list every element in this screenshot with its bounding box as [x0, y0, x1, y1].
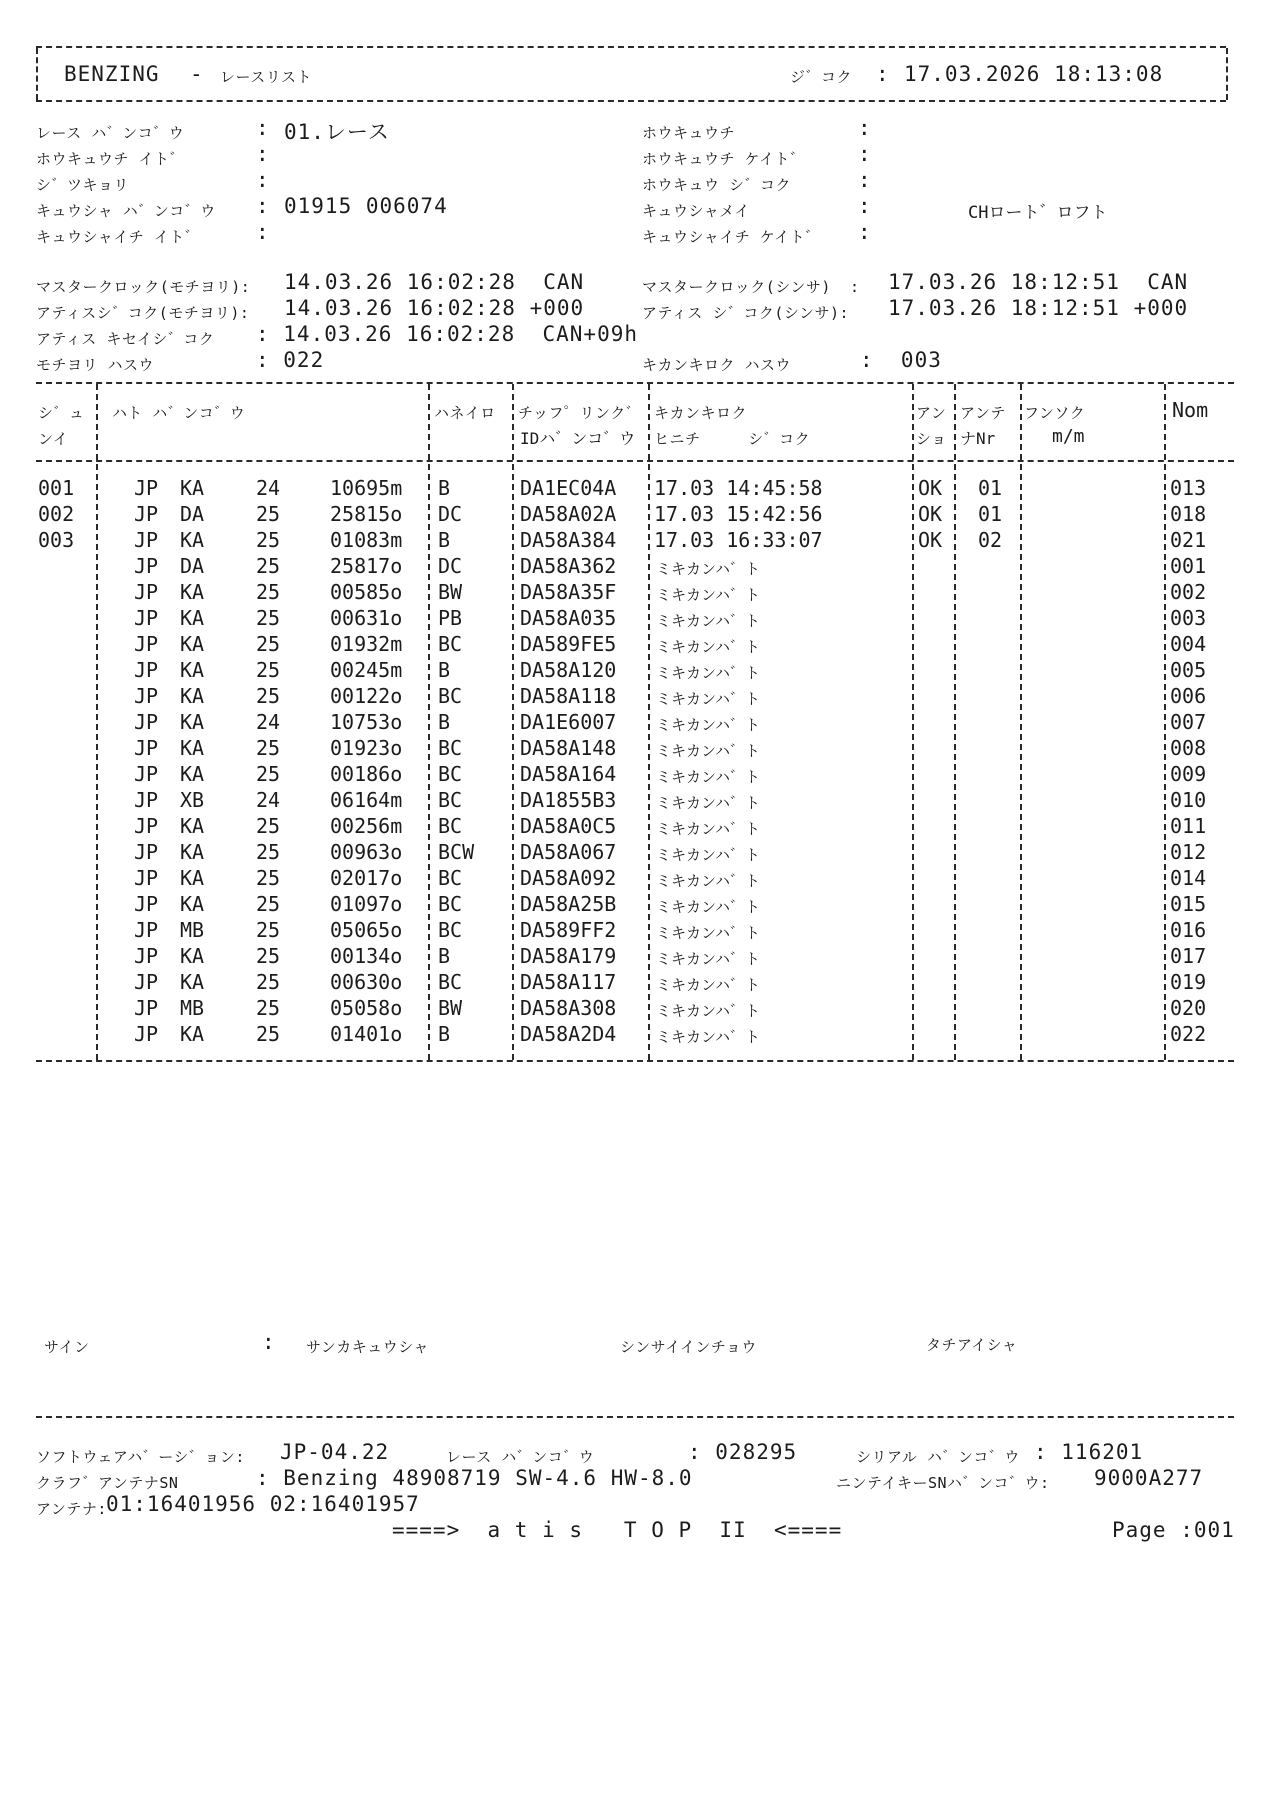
pigeon-number-cell: 05058o: [330, 996, 403, 1020]
antenna-number-cell: 02: [978, 528, 1003, 552]
chip-id-cell: DA58A02A: [520, 502, 617, 526]
header-top-rule: [36, 46, 1226, 48]
pigeon-number-cell: 25815o: [330, 502, 403, 526]
sign-label: サイン: [44, 1338, 90, 1356]
pigeon-number-cell: 06164m: [330, 788, 403, 812]
header-an-line2: ショ: [916, 430, 947, 448]
feather-color-cell: BC: [438, 762, 463, 786]
header-right-rule: [1226, 48, 1228, 100]
serial-number-label: シリアル ハ゛ンコ゛ウ: [856, 1448, 1020, 1466]
info-right-colon: :: [858, 194, 872, 218]
record-time-cell: ミキカンハ゛ト: [656, 742, 760, 760]
clock-row2-left-label: アティスシ゛コク(モチヨリ):: [36, 304, 250, 322]
feather-color-cell: BC: [438, 866, 463, 890]
chip-id-cell: DA58A067: [520, 840, 617, 864]
region-cell: KA: [180, 814, 205, 838]
year-cell: 25: [256, 918, 281, 942]
chip-id-cell: DA58A0C5: [520, 814, 617, 838]
header-speed-line1: フンソク: [1024, 404, 1086, 422]
chip-id-cell: DA1EC04A: [520, 476, 617, 500]
region-cell: KA: [180, 866, 205, 890]
clock-row1-left-label: マスタークロック(モチヨリ):: [36, 278, 251, 296]
check-status-cell: OK: [918, 476, 943, 500]
region-cell: KA: [180, 684, 205, 708]
record-time-cell: ミキカンハ゛ト: [656, 586, 760, 604]
clock-row2-left-value: 14.03.26 16:02:28 +000: [284, 296, 585, 320]
serial-number-value: : 116201: [1034, 1440, 1144, 1464]
info-left-label: シ゛ツキョリ: [36, 176, 130, 194]
record-time-cell: 17.03 16:33:07: [654, 528, 823, 552]
nomination-cell: 019: [1170, 970, 1207, 994]
pigeon-number-cell: 00256m: [330, 814, 403, 838]
header-bottom-rule: [36, 100, 1226, 102]
clock-row4-right-label: キカンキロク ハスウ: [642, 356, 792, 374]
record-time-cell: 17.03 14:45:58: [654, 476, 823, 500]
info-right-colon: :: [858, 168, 872, 192]
chip-id-cell: DA1E6007: [520, 710, 617, 734]
antenna-number-cell: 01: [978, 502, 1003, 526]
check-status-cell: OK: [918, 528, 943, 552]
footer-rule: [36, 1416, 1234, 1418]
header-speed-line2: m/m: [1052, 426, 1085, 447]
year-cell: 25: [256, 528, 281, 552]
rank-cell: 002: [38, 502, 75, 526]
header-nom: Nom: [1172, 398, 1209, 422]
country-cell: JP: [134, 580, 159, 604]
software-version-label: ソフトウェアハ゛ーシ゛ョン:: [36, 1448, 245, 1466]
info-left-value: 01915 006074: [284, 194, 448, 218]
feather-color-cell: PB: [438, 606, 463, 630]
pigeon-number-cell: 25817o: [330, 554, 403, 578]
year-cell: 25: [256, 944, 281, 968]
region-cell: KA: [180, 840, 205, 864]
clock-row4-left-label: モチヨリ ハスウ: [36, 356, 155, 374]
region-cell: MB: [180, 918, 205, 942]
header-rank-line1: シ゛ュ: [38, 404, 85, 422]
table-column-rule: [1164, 384, 1166, 1060]
country-cell: JP: [134, 788, 159, 812]
region-cell: KA: [180, 476, 205, 500]
region-cell: KA: [180, 528, 205, 552]
info-right-label: ホウキュウ シ゛コク: [642, 176, 792, 194]
record-time-cell: ミキカンハ゛ト: [656, 560, 760, 578]
record-time-cell: ミキカンハ゛ト: [656, 664, 760, 682]
pigeon-number-cell: 01923o: [330, 736, 403, 760]
header-record-line2: ヒニチ シ゛コク: [654, 430, 811, 448]
record-time-cell: ミキカンハ゛ト: [656, 924, 760, 942]
certification-key-value: 9000A277: [1094, 1466, 1204, 1490]
table-column-rule: [96, 384, 98, 1060]
nomination-cell: 017: [1170, 944, 1207, 968]
country-cell: JP: [134, 996, 159, 1020]
nomination-cell: 009: [1170, 762, 1207, 786]
pigeon-number-cell: 00631o: [330, 606, 403, 630]
table-top-rule: [36, 382, 1234, 384]
table-header-rule: [36, 460, 1234, 462]
info-right-label: ホウキュウチ: [642, 124, 736, 142]
country-cell: JP: [134, 632, 159, 656]
nomination-cell: 020: [1170, 996, 1207, 1020]
nomination-cell: 010: [1170, 788, 1207, 812]
page-number: Page :001: [1112, 1518, 1235, 1542]
sign-witness: タチアイシャ: [926, 1336, 1018, 1354]
feather-color-cell: B: [438, 658, 451, 682]
country-cell: JP: [134, 476, 159, 500]
nomination-cell: 021: [1170, 528, 1207, 552]
record-time-cell: ミキカンハ゛ト: [656, 898, 760, 916]
info-right-colon: :: [858, 116, 872, 140]
country-cell: JP: [134, 554, 159, 578]
pigeon-number-cell: 00585o: [330, 580, 403, 604]
country-cell: JP: [134, 840, 159, 864]
table-column-rule: [512, 384, 514, 1060]
region-cell: KA: [180, 944, 205, 968]
pigeon-number-cell: 01083m: [330, 528, 403, 552]
chip-id-cell: DA58A117: [520, 970, 617, 994]
antenna-number-cell: 01: [978, 476, 1003, 500]
info-right-colon: :: [858, 142, 872, 166]
country-cell: JP: [134, 658, 159, 682]
record-time-cell: ミキカンハ゛ト: [656, 872, 760, 890]
footer-banner: ====> a t i s T O P II <====: [392, 1518, 843, 1542]
pigeon-number-cell: 10753o: [330, 710, 403, 734]
info-left-colon: :: [256, 168, 270, 192]
chip-id-cell: DA1855B3: [520, 788, 617, 812]
year-cell: 25: [256, 840, 281, 864]
year-cell: 25: [256, 580, 281, 604]
feather-color-cell: BC: [438, 736, 463, 760]
year-cell: 25: [256, 684, 281, 708]
country-cell: JP: [134, 684, 159, 708]
nomination-cell: 004: [1170, 632, 1207, 656]
info-left-value: 01.レース: [284, 120, 390, 144]
record-time-cell: ミキカンハ゛ト: [656, 638, 760, 656]
feather-color-cell: B: [438, 944, 451, 968]
info-left-label: レース ハ゛ンコ゛ウ: [36, 124, 185, 142]
nomination-cell: 007: [1170, 710, 1207, 734]
nomination-cell: 012: [1170, 840, 1207, 864]
clock-row3-left-label: アティス キセイシ゛コク: [36, 330, 215, 348]
nomination-cell: 018: [1170, 502, 1207, 526]
chip-id-cell: DA58A362: [520, 554, 617, 578]
info-right-colon: :: [858, 220, 872, 244]
club-antenna-value: : Benzing 48908719 SW-4.6 HW-8.0: [256, 1466, 693, 1490]
chip-id-cell: DA58A35F: [520, 580, 617, 604]
chip-id-cell: DA58A179: [520, 944, 617, 968]
header-an-line1: アン: [916, 404, 947, 422]
record-time-cell: ミキカンハ゛ト: [656, 794, 760, 812]
print-time-colon: :: [876, 62, 890, 86]
region-cell: KA: [180, 658, 205, 682]
chip-id-cell: DA58A092: [520, 866, 617, 890]
header-feather-color: ハネイロ: [434, 404, 496, 422]
record-time-cell: ミキカンハ゛ト: [656, 846, 760, 864]
year-cell: 25: [256, 554, 281, 578]
table-column-rule: [1020, 384, 1022, 1060]
info-right-label: キュウシャイチ ケイト゛: [642, 228, 821, 246]
region-cell: XB: [180, 788, 205, 812]
year-cell: 24: [256, 788, 281, 812]
nomination-cell: 003: [1170, 606, 1207, 630]
country-cell: JP: [134, 736, 159, 760]
feather-color-cell: DC: [438, 554, 463, 578]
pigeon-number-cell: 02017o: [330, 866, 403, 890]
clock-row1-right-label: マスタークロック(シンサ) :: [642, 278, 860, 296]
info-right-label: ホウキュウチ ケイト゛: [642, 150, 806, 168]
pigeon-number-cell: 00134o: [330, 944, 403, 968]
pigeon-number-cell: 01932m: [330, 632, 403, 656]
feather-color-cell: B: [438, 1022, 451, 1046]
pigeon-number-cell: 00245m: [330, 658, 403, 682]
year-cell: 25: [256, 606, 281, 630]
clock-row2-right-value: 17.03.26 18:12:51 +000: [888, 296, 1189, 320]
clock-row4-right-value: : 003: [860, 348, 942, 372]
chip-id-cell: DA58A384: [520, 528, 617, 552]
header-antenna-line1: アンテ: [960, 404, 1006, 422]
pigeon-number-cell: 01401o: [330, 1022, 403, 1046]
header-record-line1: キカンキロク: [654, 404, 748, 422]
year-cell: 25: [256, 762, 281, 786]
chip-id-cell: DA58A035: [520, 606, 617, 630]
brand-name: BENZING: [64, 62, 160, 86]
year-cell: 25: [256, 996, 281, 1020]
year-cell: 25: [256, 736, 281, 760]
year-cell: 25: [256, 658, 281, 682]
record-time-cell: ミキカンハ゛ト: [656, 1002, 760, 1020]
nomination-cell: 005: [1170, 658, 1207, 682]
chip-id-cell: DA58A120: [520, 658, 617, 682]
info-right-value: CHロート゛ロフト: [968, 203, 1108, 223]
pigeon-number-cell: 01097o: [330, 892, 403, 916]
region-cell: KA: [180, 710, 205, 734]
record-time-cell: ミキカンハ゛ト: [656, 768, 760, 786]
region-cell: KA: [180, 606, 205, 630]
year-cell: 25: [256, 814, 281, 838]
record-time-cell: ミキカンハ゛ト: [656, 690, 760, 708]
nomination-cell: 022: [1170, 1022, 1207, 1046]
table-column-rule: [428, 384, 430, 1060]
country-cell: JP: [134, 892, 159, 916]
feather-color-cell: BW: [438, 996, 463, 1020]
rank-cell: 001: [38, 476, 75, 500]
year-cell: 25: [256, 632, 281, 656]
country-cell: JP: [134, 918, 159, 942]
region-cell: DA: [180, 554, 205, 578]
record-time-cell: ミキカンハ゛ト: [656, 950, 760, 968]
clock-row4-left-value: : 022: [256, 348, 325, 372]
pigeon-number-cell: 00963o: [330, 840, 403, 864]
footer-race-label: レース ハ゛ンコ゛ウ: [446, 1448, 595, 1466]
chip-id-cell: DA589FE5: [520, 632, 617, 656]
clock-row1-right-value: 17.03.26 18:12:51 CAN: [888, 270, 1189, 294]
info-left-colon: :: [256, 194, 270, 218]
country-cell: JP: [134, 502, 159, 526]
chip-id-cell: DA589FF2: [520, 918, 617, 942]
region-cell: KA: [180, 736, 205, 760]
year-cell: 25: [256, 502, 281, 526]
record-time-cell: ミキカンハ゛ト: [656, 612, 760, 630]
rank-cell: 003: [38, 528, 75, 552]
chip-id-cell: DA58A25B: [520, 892, 617, 916]
pigeon-number-cell: 00630o: [330, 970, 403, 994]
nomination-cell: 008: [1170, 736, 1207, 760]
region-cell: KA: [180, 762, 205, 786]
table-column-rule: [648, 384, 650, 1060]
chip-id-cell: DA58A148: [520, 736, 617, 760]
chip-id-cell: DA58A2D4: [520, 1022, 617, 1046]
pigeon-number-cell: 10695m: [330, 476, 403, 500]
info-left-label: キュウシャイチ イト゛: [36, 228, 201, 246]
record-time-cell: ミキカンハ゛ト: [656, 820, 760, 838]
year-cell: 25: [256, 970, 281, 994]
country-cell: JP: [134, 606, 159, 630]
nomination-cell: 001: [1170, 554, 1207, 578]
region-cell: KA: [180, 970, 205, 994]
brand-separator: -: [190, 62, 204, 86]
country-cell: JP: [134, 970, 159, 994]
certification-key-label: ニンテイキーSNハ゛ンコ゛ウ:: [836, 1474, 1050, 1492]
feather-color-cell: B: [438, 476, 451, 500]
print-time-value: 17.03.2026 18:13:08: [904, 62, 1164, 86]
footer-race-value: : 028295: [688, 1440, 798, 1464]
region-cell: KA: [180, 1022, 205, 1046]
sign-judge: シンサイインチョウ: [620, 1338, 757, 1356]
document-title: レースリスト: [220, 68, 312, 86]
feather-color-cell: BC: [438, 814, 463, 838]
print-time-label: ジ゛コク: [790, 68, 853, 86]
clock-row1-left-value: 14.03.26 16:02:28 CAN: [284, 270, 585, 294]
info-left-colon: :: [256, 220, 270, 244]
region-cell: KA: [180, 580, 205, 604]
table-bottom-rule: [36, 1060, 1234, 1062]
feather-color-cell: BC: [438, 632, 463, 656]
software-version-value: JP-04.22: [280, 1440, 390, 1464]
nomination-cell: 011: [1170, 814, 1207, 838]
pigeon-number-cell: 00186o: [330, 762, 403, 786]
year-cell: 24: [256, 476, 281, 500]
header-pigeon-number: ハト ハ゛ンコ゛ウ: [112, 404, 246, 422]
antenna-label: アンテナ:: [36, 1500, 107, 1518]
header-rank-line2: ンイ: [38, 430, 69, 448]
year-cell: 25: [256, 1022, 281, 1046]
feather-color-cell: B: [438, 528, 451, 552]
nomination-cell: 002: [1170, 580, 1207, 604]
nomination-cell: 013: [1170, 476, 1207, 500]
region-cell: DA: [180, 502, 205, 526]
year-cell: 25: [256, 892, 281, 916]
region-cell: KA: [180, 892, 205, 916]
feather-color-cell: BC: [438, 788, 463, 812]
record-time-cell: ミキカンハ゛ト: [656, 976, 760, 994]
table-column-rule: [954, 384, 956, 1060]
info-right-label: キュウシャメイ: [642, 202, 750, 220]
pigeon-number-cell: 00122o: [330, 684, 403, 708]
feather-color-cell: BC: [438, 918, 463, 942]
feather-color-cell: BC: [438, 892, 463, 916]
country-cell: JP: [134, 814, 159, 838]
sign-participant: サンカキュウシャ: [306, 1338, 429, 1356]
feather-color-cell: BC: [438, 970, 463, 994]
country-cell: JP: [134, 866, 159, 890]
nomination-cell: 014: [1170, 866, 1207, 890]
country-cell: JP: [134, 1022, 159, 1046]
year-cell: 24: [256, 710, 281, 734]
chip-id-cell: DA58A308: [520, 996, 617, 1020]
country-cell: JP: [134, 710, 159, 734]
region-cell: MB: [180, 996, 205, 1020]
info-left-label: ホウキュウチ イト゛: [36, 150, 186, 168]
chip-id-cell: DA58A164: [520, 762, 617, 786]
header-left-rule: [36, 48, 38, 100]
table-column-rule: [912, 384, 914, 1060]
feather-color-cell: BCW: [438, 840, 475, 864]
nomination-cell: 015: [1170, 892, 1207, 916]
antenna-value: 01:16401956 02:16401957: [106, 1492, 420, 1516]
record-time-cell: 17.03 15:42:56: [654, 502, 823, 526]
region-cell: KA: [180, 632, 205, 656]
record-time-cell: ミキカンハ゛ト: [656, 1028, 760, 1046]
clock-row3-left-value: : 14.03.26 16:02:28 CAN+09h: [256, 322, 639, 346]
info-left-label: キュウシャ ハ゛ンコ゛ウ: [36, 202, 216, 220]
info-left-colon: :: [256, 142, 270, 166]
year-cell: 25: [256, 866, 281, 890]
header-chip-line1: チッフ゜リンク゛: [518, 404, 642, 422]
country-cell: JP: [134, 528, 159, 552]
chip-id-cell: DA58A118: [520, 684, 617, 708]
check-status-cell: OK: [918, 502, 943, 526]
club-antenna-label: クラフ゛アンテナSN: [36, 1474, 179, 1492]
country-cell: JP: [134, 944, 159, 968]
country-cell: JP: [134, 762, 159, 786]
clock-row2-right-label: アティス シ゛コク(シンサ):: [642, 304, 850, 322]
header-chip-line2: IDハ゛ンコ゛ウ: [520, 429, 636, 448]
sign-colon: :: [262, 1330, 276, 1354]
info-left-colon: :: [256, 116, 270, 140]
nomination-cell: 006: [1170, 684, 1207, 708]
record-time-cell: ミキカンハ゛ト: [656, 716, 760, 734]
feather-color-cell: DC: [438, 502, 463, 526]
nomination-cell: 016: [1170, 918, 1207, 942]
feather-color-cell: B: [438, 710, 451, 734]
feather-color-cell: BW: [438, 580, 463, 604]
pigeon-number-cell: 05065o: [330, 918, 403, 942]
feather-color-cell: BC: [438, 684, 463, 708]
header-antenna-line2: ナNr: [960, 429, 996, 448]
